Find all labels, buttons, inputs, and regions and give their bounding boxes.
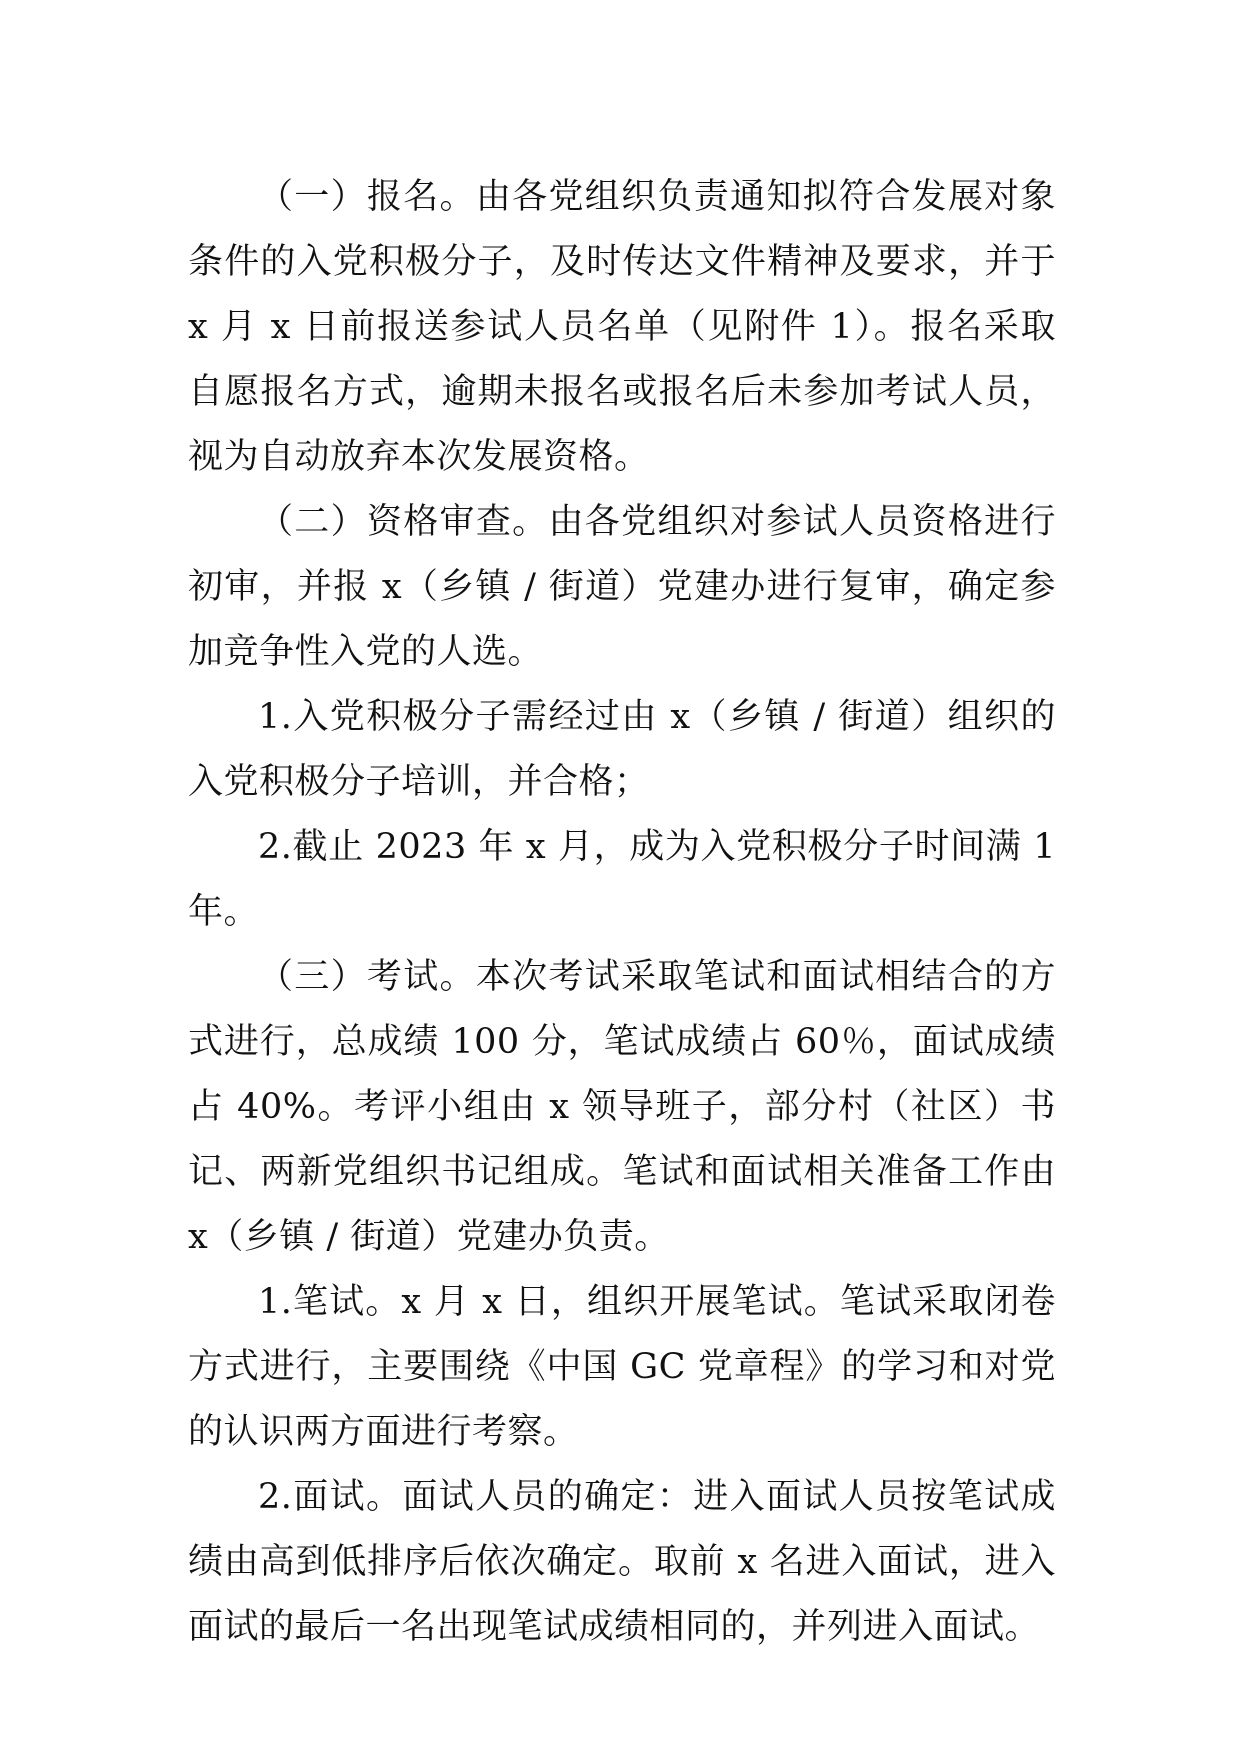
paragraph-interview: 2.面试。面试人员的确定：进入面试人员按笔试成绩由高到低排序后依次确定。取前 x 名进入面试，进入面试的最后一名出现笔试成绩相同的，并列进入面试。 [188,1477,1056,1647]
document-body [188,165,1056,1660]
paragraph-registration: （一）报名。由各党组织负责通知拟符合发展对象条件的入党积极分子，及时传达文件精神及要求，并于 x 月 x 日前报送参试人员名单（见附件 1）。报名采取自愿报名方式，逾期未报名或报名后未参加考试人员，视为自动放弃本次发展资格。 [188,177,1056,477]
paragraph-review-item-2: 2.截止 2023 年 x 月，成为入党积极分子时间满 1 年。 [188,827,1056,932]
paragraph-qualification-review: （二）资格审查。由各党组织对参试人员资格进行初审，并报 x（乡镇 / 街道）党建办进行复审，确定参加竞争性入党的人选。 [188,502,1056,672]
paragraph-written-exam: 1.笔试。x 月 x 日，组织开展笔试。笔试采取闭卷方式进行，主要围绕《中国 GC 党章程》的学习和对党的认识两方面进行考察。 [188,1282,1056,1452]
paragraph-review-item-1: 1.入党积极分子需经过由 x（乡镇 / 街道）组织的入党积极分子培训，并合格； [188,697,1056,802]
paragraph-exam: （三）考试。本次考试采取笔试和面试相结合的方式进行，总成绩 100 分，笔试成绩占 60％，面试成绩占 40%。考评小组由 x 领导班子，部分村（社区）书记、两新党组织书记组成。笔试和面试相关准备工作由 x（乡镇 / 街道）党建办负责。 [188,957,1056,1257]
